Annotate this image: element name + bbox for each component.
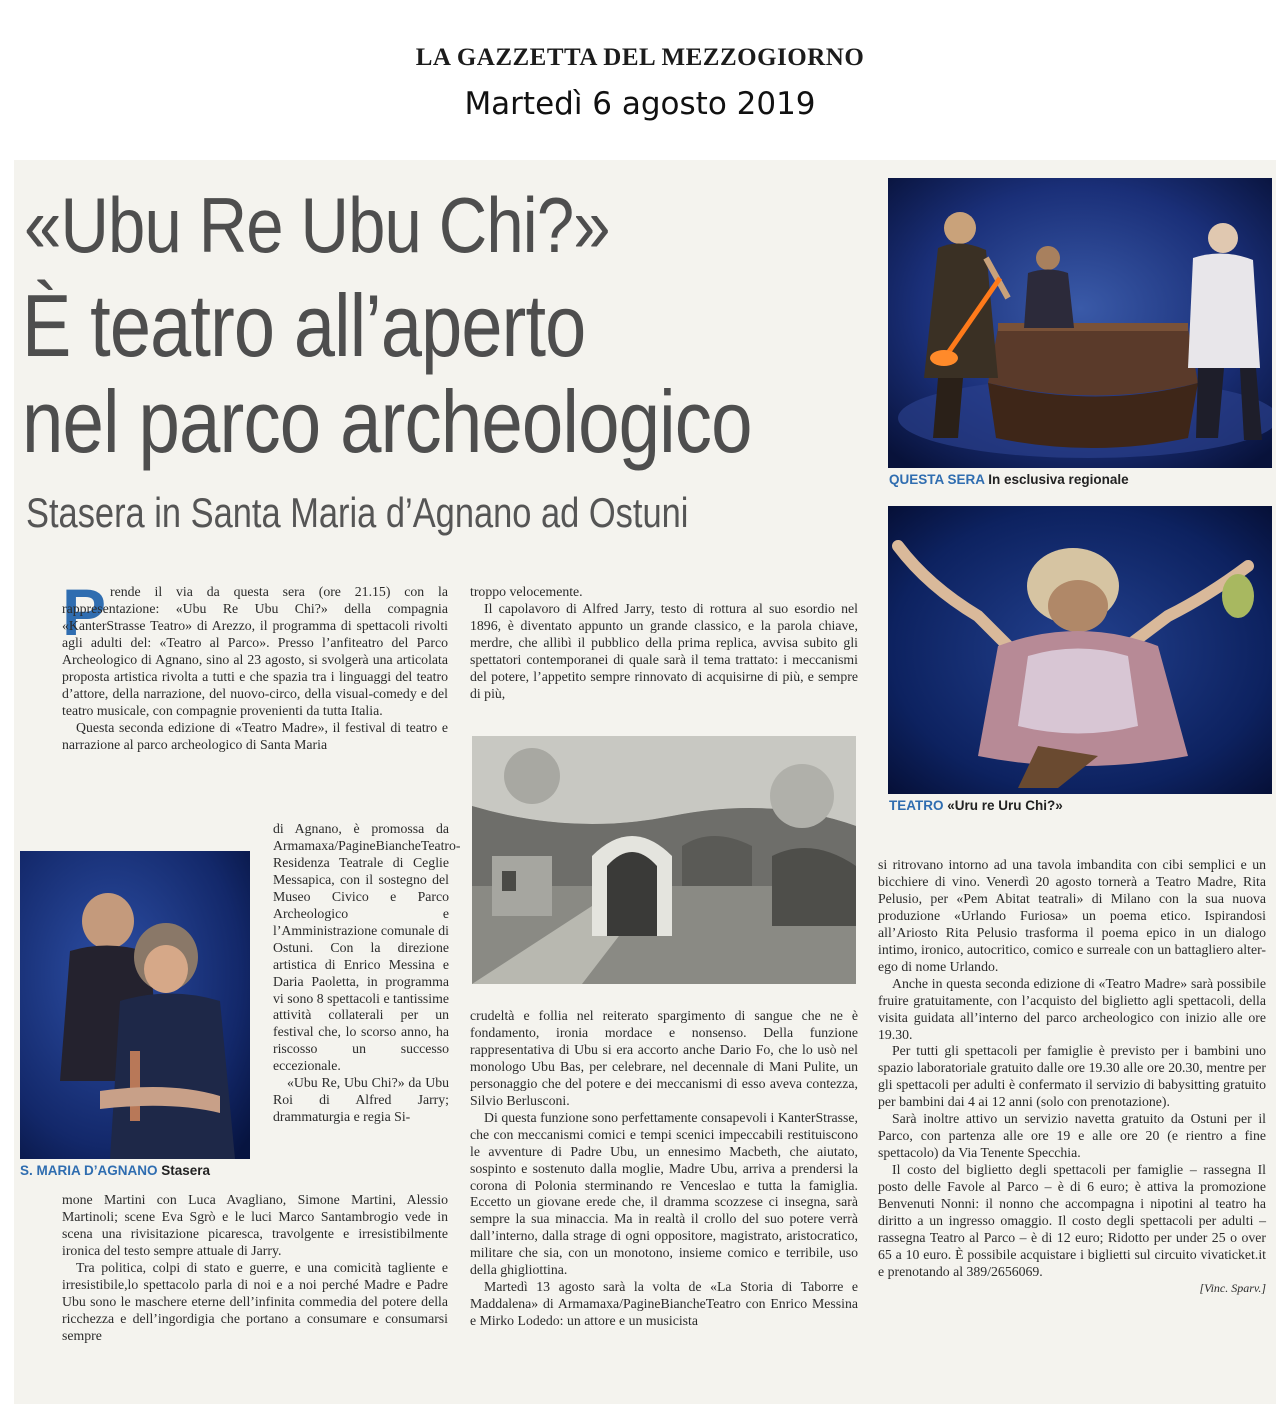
drop-cap: P	[62, 575, 107, 649]
caption-photo-actress-text: «Uru re Uru Chi?»	[943, 798, 1063, 813]
caption-photo-actress	[889, 798, 1063, 813]
caption-photo-actors	[20, 1163, 210, 1178]
caption-photo-dinner	[889, 472, 1129, 487]
article-col3	[878, 857, 1266, 1295]
paragraph: Tra politica, colpi di stato e guerre, e una comicità tagliente e irresistibile,lo spettacolo parla di noi e a noi perché Madre e Padre Ubu sono le maschere eterne dell’infinita commedia del potere della ricchezza e dell’ingordigia che portano a consumare e consumarsi sempre	[62, 1259, 448, 1343]
paragraph: Di questa funzione sono perfettamente consapevoli i KanterStrasse, che con meccanismi comici e tempi scenici impeccabili restituiscono le avventure di Padre Ubu, un ennesimo Macbeth, che aiutato, sospinto e sostenuto dalla moglie, Madre Ubu, arriva a prendersi la corona di Polonia sterminando re Venceslao e tutta la famiglia. Eccetto un giovane erede che, il dramma scozzese ci insegna, sarà sempre la sua minaccia. Ma in realtà il crollo del suo potere verrà dall’interno, dalla strage di ogni oppositore, magistrato, aristocratico, militare che sia, con un monotono, insieme comico e terribile, uso della ghigliottina.	[470, 1109, 858, 1278]
article-col2-top	[470, 584, 858, 703]
paragraph: Martedì 13 agosto sarà la volta de «La Storia di Taborre e Maddalena» di Armamaxa/PagineBiancheTeatro con Enrico Messina e Mirko Lodedo: un attore e un musicista	[470, 1279, 858, 1329]
paragraph: crudeltà e follia nel reiterato spargimento di sangue che ne è fondamento, ironia mordace e nonsenso. Della funzione rappresentativa di Ubu si era accorto anche Dario Fo, che lo usò nel monologo Ubu Bas, per celebrare, nel decennale di Mani Pulite, un personaggio che del potere e dei meccanismi di esso aveva contezza, Silvio Berlusconi.	[470, 1008, 858, 1108]
archaeological-park-image	[472, 736, 856, 984]
headline-line-3: nel parco archeologico	[22, 372, 752, 471]
caption-photo-dinner-label: QUESTA SERA	[889, 472, 985, 487]
paragraph: di Agnano, è promossa da Armamaxa/PagineBiancheTeatro- Residenza Teatrale di Ceglie Messapica, con il sostegno del Museo Civico e Parco Archeologico e l’Amministrazione comunale di Ostuni. Con la direzione artistica di Enrico Messina e Daria Paoletta, in programma vi sono 8 spettacoli e tantissime attività collaterali per un festival che, lo scorso anno, ha riscosso un successo eccezionale.	[273, 821, 461, 1074]
masthead: LA GAZZETTA DEL MEZZOGIORNO	[415, 44, 865, 71]
archaeological-park-photo	[472, 736, 856, 984]
paragraph: Per tutti gli spettacoli per famiglie è previsto per i bambini uno spazio laboratoriale gratuito dalle ore 19.30 alle ore 20.30, mentre per gli spettacoli per adulti è confermato il servizio di babysitting gratuito per bambini dai 4 ai 12 anni (solo con prenotazione).	[878, 1043, 1266, 1110]
article-col1-bottom	[62, 1192, 448, 1345]
paragraph: Anche in questa seconda edizione di «Teatro Madre» sarà possibile fruire gratuitamente, con l’acquisto del biglietto agli spettacoli, della visita guidata all’interno del parco archeologico con inizio alle ore 19.30.	[878, 975, 1266, 1042]
caption-photo-actors-label: S. MARIA D’AGNANO	[20, 1163, 158, 1178]
headline-line-1: «Ubu Re Ubu Chi?»	[24, 181, 610, 269]
article-col1-beside-photo	[273, 821, 461, 1126]
stage-photo-actress	[888, 506, 1272, 794]
publication-date: Martedì 6 agosto 2019	[464, 86, 816, 122]
paragraph: si ritrovano intorno ad una tavola imbandita con cibi semplici e un bicchiere di vino. Venerdì 20 agosto tornerà a Teatro Madre, Rita Pelusio, per «Pem Abitat teatrali» di Milano con la sua nuova produzione «Urlando Furiosa» un poema etico. Ispirandosi all’Ariosto Rita Pelusio trasforma il poema epico in un dialogo intimo, ironico, autocritico, comico e surreale con un battagliero alter-ego di nome Urlando.	[878, 857, 1266, 974]
subheadline: Stasera in Santa Maria d’Agnano ad Ostuni	[26, 489, 689, 536]
caption-photo-actress-label: TEATRO	[889, 798, 944, 813]
stage-photo-actors	[20, 851, 250, 1159]
stage-photo-dinner-image	[888, 178, 1272, 468]
article-col2-bottom	[470, 1008, 858, 1330]
stage-photo-dinner	[888, 178, 1272, 468]
paragraph: mone Martini con Luca Avagliano, Simone Martini, Alessio Martinoli; scene Eva Sgrò e le luci Marco Santambrogio vede in scena una rivisitazione picaresca, travolgente e irresistibilmente ironica del testo sempre attuale di Jarry.	[62, 1192, 448, 1258]
caption-photo-dinner-text: In esclusiva regionale	[984, 472, 1129, 487]
paragraph: Il costo del biglietto degli spettacoli per famiglie – rassegna Il posto delle Favole al Parco – è di 6 euro; è attiva la promozione Benvenuti Nonni: il nonno che accompagna i nipotini al teatro ha diritto a un ingresso omaggio. Il costo degli spettacoli per adulti – rassegna Teatro al Parco – è di 12 euro; Ridotto per under 25 o over 65 a 10 euro. È possibile acquistare i biglietti sul circuito vivaticket.it e prenotando al 389/2656069.	[878, 1162, 1266, 1279]
author-signature: [Vinc. Sparv.]	[1199, 1280, 1266, 1295]
paragraph: «Ubu Re, Ubu Chi?» da Ubu Roi di Alfred Jarry; drammaturgia e regia Si-	[273, 1075, 449, 1125]
paragraph: Il capolavoro di Alfred Jarry, testo di rottura al suo esordio nel 1896, è diventato appunto un grande classico, e la parola chiave, merdre, che allibì il pubblico della prima replica, avvisa subito gli spettatori contemporanei di quale sarà il tema trattato: i meccanismi del potere, l’appetito sempre rinnovato di acquisirne di più, e sempre di più,	[470, 600, 858, 701]
caption-photo-actors-text: Stasera	[157, 1163, 211, 1178]
stage-photo-actress-image	[888, 506, 1272, 794]
paragraph: Sarà inoltre attivo un servizio navetta gratuito da Ostuni per il Parco, con partenza alle ore 19 e alle ore 20 (e rientro a fine spettacolo) da Via Tenente Specchia.	[878, 1111, 1266, 1161]
article-col1-top	[62, 575, 448, 754]
paragraph: troppo velocemente.	[470, 584, 583, 599]
headline-line-2: È teatro all’aperto	[22, 276, 586, 375]
stage-photo-actors-image	[20, 851, 250, 1159]
paragraph: Questa seconda edizione di «Teatro Madre», il festival di teatro e narrazione al parco archeologico di Santa Maria	[62, 719, 448, 752]
paragraph: rende il via da questa sera (ore 21.15) con la rappresentazione: «Ubu Re Ubu Chi?» della compagnia «KanterStrasse Teatro» di Arezzo, il programma di spettacoli rivolti agli adulti del: «Teatro al Parco». Presso l’anfiteatro del Parco Archeologico di Agnano, sino al 23 agosto, si svolgerà una articolata proposta artistica rivolta a tutti e che spazia tra i linguaggi del teatro d’attore, della narrazione, del nuovo-circo, della visual-comedy e del teatro musicale, con compagnie provenienti da tutta Italia.	[62, 584, 448, 718]
